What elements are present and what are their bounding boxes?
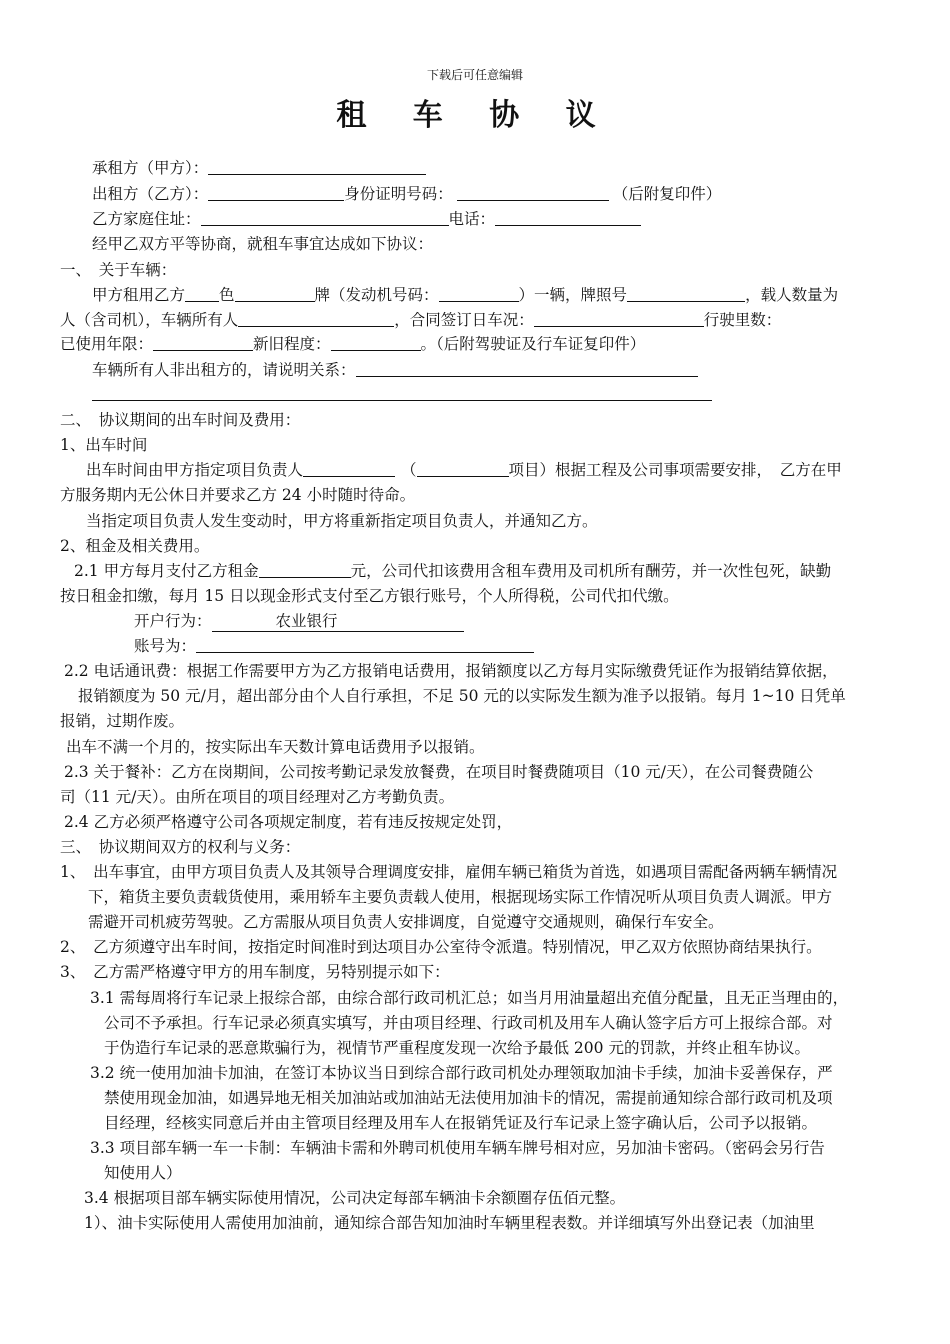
dispatch-line-3: 当指定项目负责人发生变动时，甲方将重新指定项目负责人，并通知乙方。 bbox=[86, 512, 598, 530]
subsection-2-2-heading: 2、租金及相关费用。 bbox=[60, 537, 210, 555]
rule-3-3-line-2: 知使用人） bbox=[104, 1164, 182, 1182]
lessor-field[interactable] bbox=[208, 184, 344, 201]
rule-3-4-item-1: 1）、油卡实际使用人需使用加油前，通知综合部告知加油时车辆里程表数。并详细填写外出登记表（加油里 bbox=[84, 1214, 815, 1232]
owner-relation-line bbox=[92, 360, 698, 380]
rule-3-1-line-3: 于伪造行车记录的恶意欺骗行为，视情节严重程度发现一次给予最低 200 元的罚款，并终止租车协议。 bbox=[104, 1039, 810, 1057]
lessee-label: 承租方（甲方）： bbox=[92, 159, 209, 177]
rent-text: 2.1 甲方每月支付乙方租金 bbox=[74, 562, 259, 580]
rule-3-2-line-1: 3.2 统一使用加油卡加油，在签订本协议当日到综合部行政司机处办理领取加油卡手续，加油卡妥善保存，严 bbox=[90, 1064, 833, 1082]
engine-number-field[interactable] bbox=[439, 285, 519, 302]
owner-field[interactable] bbox=[238, 310, 394, 327]
rule-3-2-line-2: 禁使用现金加油，如遇异地无相关加油站或加油站无法使用加油卡的情况，需提前通知综合部行政司机及项 bbox=[104, 1089, 833, 1107]
rent-line-1 bbox=[74, 561, 831, 581]
rent-amount-field[interactable] bbox=[259, 561, 351, 578]
phone-fee-line-4: 出车不满一个月的，按实际出车天数计算电话费用予以报销。 bbox=[66, 738, 485, 756]
license-note: 。（后附驾驶证及行车证复印件） bbox=[420, 335, 646, 353]
account-line bbox=[134, 636, 534, 656]
engine-label: 牌（发动机号码： bbox=[314, 286, 439, 304]
vehicle-text: 甲方租用乙方 bbox=[92, 286, 186, 304]
dispatch-line-2: 方服务期内无公休日并要求乙方 24 小时随时待命。 bbox=[60, 486, 416, 504]
lessee-field[interactable] bbox=[208, 158, 426, 175]
duty-1-line-1: 1、 出车事宜，由甲方项目负责人及其领导合理调度安排，雇佣车辆已箱货为首选，如遇项目需配备两辆车辆情况 bbox=[60, 863, 838, 881]
lessee-line bbox=[92, 158, 426, 178]
phone-fee-line-2: 报销额度为 50 元/月，超出部分由个人自行承担，不足 50 元的以实际发生额为准予以报销。每月 1~10 日凭单 bbox=[78, 687, 846, 705]
dispatch-text: 出车时间由甲方指定项目负责人 bbox=[86, 461, 304, 479]
id-number-field[interactable] bbox=[457, 184, 609, 201]
address-label: 乙方家庭住址： bbox=[92, 210, 201, 228]
owner-relation-field-2[interactable] bbox=[92, 400, 712, 401]
phone-label: 电话： bbox=[448, 210, 496, 228]
rent-line-2: 按日租金扣缴，每月 15 日以现金形式支付至乙方银行账号，个人所得税，公司代扣代缴。 bbox=[60, 587, 679, 605]
duty-1-line-3: 需避开司机疲劳驾驶。乙方需服从项目负责人安排调度，自觉遵守交通规则，确保行车安全。 bbox=[88, 913, 724, 931]
duty-2-line: 2、 乙方须遵守出车时间，按指定时间准时到达项目办公室待令派遣。特别情况，甲乙双方依照协商结果执行。 bbox=[60, 938, 822, 956]
lessor-line bbox=[92, 184, 721, 204]
dispatch-text: 项目）根据工程及公司事项需要安排， 乙方在甲 bbox=[508, 461, 842, 479]
account-field[interactable] bbox=[196, 636, 534, 653]
vehicle-brand-field[interactable] bbox=[185, 285, 219, 302]
color-label: 色 bbox=[219, 286, 235, 304]
capacity-label: ，载人数量为 bbox=[745, 286, 839, 304]
page-header: 下载后可任意编辑 bbox=[426, 68, 523, 82]
owner-relation-field[interactable] bbox=[356, 360, 698, 377]
lessor-label: 出租方（乙方）： bbox=[92, 185, 209, 203]
plate-label: ）一辆，牌照号 bbox=[518, 286, 628, 304]
rule-3-1-line-1: 3.1 需每周将行车记录上报综合部，由综合部行政司机汇总；如当月用油量超出充值分配量，且无正当理由的， bbox=[90, 989, 849, 1007]
duty-3-line: 3、 乙方需严格遵守甲方的用车制度，另特别提示如下： bbox=[60, 963, 450, 981]
color-field[interactable] bbox=[235, 285, 315, 302]
rule-3-4-line: 3.4 根据项目部车辆实际使用情况，公司决定每部车辆油卡余额圈存伍佰元整。 bbox=[84, 1189, 626, 1207]
project-lead-field[interactable] bbox=[303, 460, 395, 477]
newness-field[interactable] bbox=[331, 334, 421, 351]
vehicle-line-3 bbox=[60, 334, 645, 354]
bank-line bbox=[134, 611, 464, 632]
vehicle-line-1 bbox=[92, 285, 838, 305]
phone-fee-line-1: 2.2 电话通讯费：根据工作需要甲方为乙方报销电话费用，报销额度以乙方每月实际缴费凭证作为报销结算依据， bbox=[64, 662, 838, 680]
subsection-2-1-heading: 1、出车时间 bbox=[60, 436, 148, 454]
owner-relation-label: 车辆所有人非出租方的，请说明关系： bbox=[92, 361, 356, 379]
dispatch-text: （ bbox=[401, 461, 417, 479]
id-number-label: 身份证明号码： bbox=[344, 185, 453, 203]
meal-line-2: 司（11 元/天）。由所在项目的项目经理对乙方考勤负责。 bbox=[60, 788, 455, 806]
meal-line-1: 2.3 关于餐补：乙方在岗期间，公司按考勤记录发放餐费，在项目时餐费随项目（10 元/天），在公司餐费随公 bbox=[64, 763, 814, 781]
condition-field[interactable] bbox=[534, 310, 704, 327]
bank-field[interactable]: 农业银行 bbox=[212, 611, 464, 632]
duty-1-line-2: 下，箱货主要负责载货使用，乘用轿车主要负责载人使用，根据现场实际工作情况听从项目负责人调派。甲方 bbox=[88, 888, 833, 906]
account-label: 账号为： bbox=[134, 637, 197, 655]
id-copy-note: （后附复印件） bbox=[612, 185, 722, 203]
rent-text: 元，公司代扣该费用含租车费用及司机所有酬劳，并一次性包死，缺勤 bbox=[350, 562, 832, 580]
plate-number-field[interactable] bbox=[627, 285, 745, 302]
document-title: 租 车 协 议 bbox=[336, 98, 614, 133]
dispatch-line-1 bbox=[86, 460, 842, 480]
vehicle-line-2 bbox=[60, 310, 781, 330]
owner-label: 人（含司机），车辆所有人 bbox=[60, 311, 239, 329]
project-field[interactable] bbox=[417, 460, 509, 477]
address-field[interactable] bbox=[201, 209, 449, 226]
rules-line: 2.4 乙方必须严格遵守公司各项规定制度，若有违反按规定处罚， bbox=[64, 813, 513, 831]
newness-label: 新旧程度： bbox=[253, 335, 331, 353]
section-1-heading: 一、 关于车辆： bbox=[60, 261, 177, 279]
phone-fee-line-3: 报销，过期作废。 bbox=[60, 712, 185, 730]
age-field[interactable] bbox=[153, 334, 253, 351]
age-label: 已使用年限： bbox=[60, 335, 154, 353]
bank-label: 开户行为： bbox=[134, 612, 212, 630]
mileage-label: 行驶里数： bbox=[703, 311, 782, 329]
phone-field[interactable] bbox=[495, 209, 641, 226]
rule-3-2-line-3: 目经理，经核实同意后并由主管项目经理及用车人在报销凭证及行车记录上签字确认后，公司予以报销。 bbox=[104, 1114, 818, 1132]
intro-line: 经甲乙双方平等协商，就租车事宜达成如下协议： bbox=[92, 235, 434, 253]
rule-3-3-line-1: 3.3 项目部车辆一车一卡制：车辆油卡需和外聘司机使用车辆车牌号相对应，另加油卡密码。（密码会另行告 bbox=[90, 1139, 825, 1157]
section-3-heading: 三、 协议期间双方的权利与义务： bbox=[60, 838, 301, 856]
condition-label: ，合同签订日车况： bbox=[394, 311, 534, 329]
address-line bbox=[92, 209, 641, 229]
section-2-heading: 二、 协议期间的出车时间及费用： bbox=[60, 411, 301, 429]
rule-3-1-line-2: 公司不予承担。行车记录必须真实填写，并由项目经理、行政司机及用车人确认签字后方可上报综合部。对 bbox=[104, 1014, 833, 1032]
